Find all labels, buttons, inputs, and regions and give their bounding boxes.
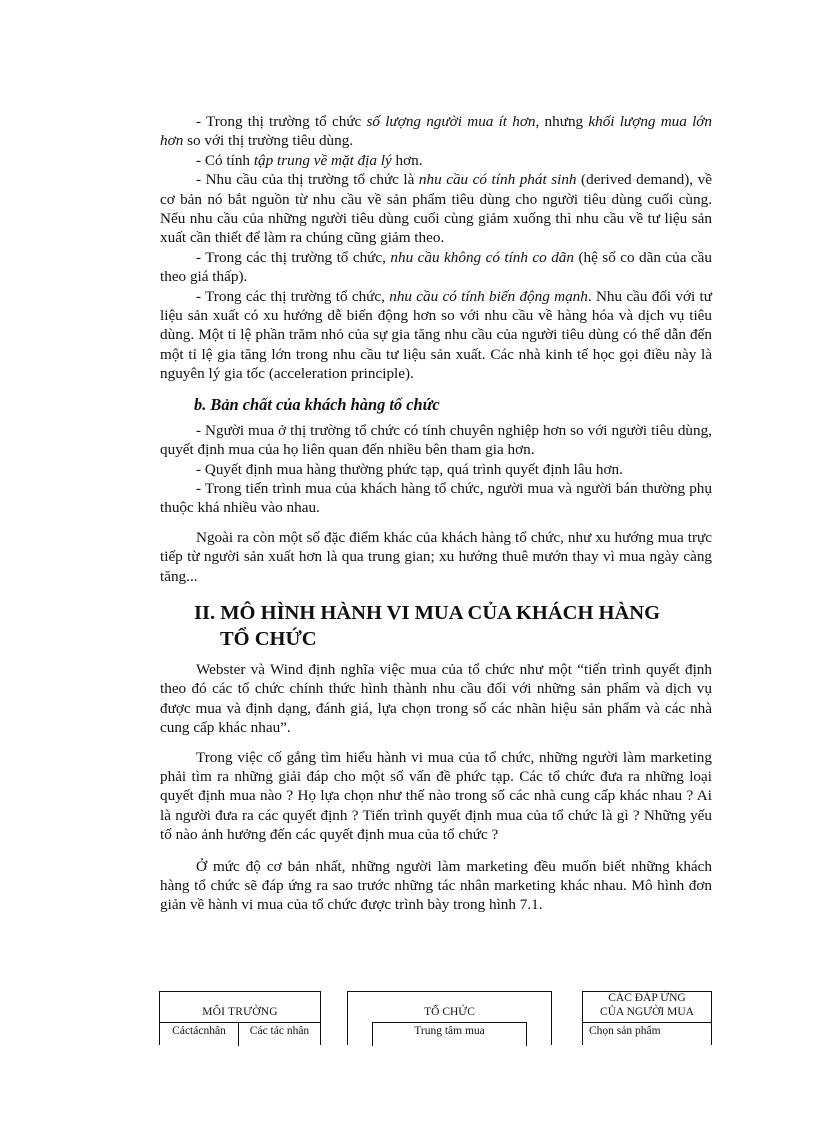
organization-box [347,991,552,1045]
responses-item: Chọn sản phẩm [589,1025,661,1037]
buying-center-label: Trung tâm mua [414,1025,485,1037]
paragraph-questions: Trong việc cố gắng tìm hiểu hành vi mua của tổ chức, những người làm marketing phải tìm ra những giải đáp cho một số vấn đề phức tạp. Các tổ chức đưa ra những loại quyết định mua nào ? Họ lựa chọn như thế nào trong số các nhà cung cấp khác nhau ? Ai là người đưa ra các quyết định ? Tiến trình quyết định mua của tổ chức là gì ? Những yếu tố nào ảnh hưởng đến các quyết định mua của tổ chức ? [160,748,712,844]
environment-box [159,991,321,1045]
paragraph-geography: - Có tính tập trung về mặt địa lý hơn. [196,151,423,169]
responses-row [583,1022,711,1037]
paragraph-definition: Webster và Wind định nghĩa việc mua của tổ chức như một “tiến trình quyết định theo đó các tổ chức chính thức hình thành nhu cầu đối với những sản phẩm và dịch vụ được mua và định dạng, đánh giá, lựa chọn trong số các nhãn hiệu sản phẩm và các nhà cung cấp khác nhau”. [160,660,712,737]
paragraph-interdependent: - Trong tiến trình mua của khách hàng tổ chức, người mua và người bán thường phụ thuộc khá nhiều vào nhau. [160,479,712,517]
buying-center-box [372,1022,527,1046]
paragraph-other-features: Ngoài ra còn một số đặc điểm khác của khách hàng tổ chức, như xu hướng mua trực tiếp từ người sản xuất hơn là qua trung gian; xu hướng thuê mướn thay vì mua ngày càng tăng... [160,528,712,585]
section-heading [194,600,712,652]
paragraph-buyers: - Trong thị trường tổ chức số lượng người mua ít hơn, nhưng khối lượng mua lớn hơn so với thị trường tiêu dùng. [160,113,713,150]
section-heading-line2: TỔ CHỨC [220,627,317,650]
paragraph-professional: - Người mua ở thị trường tổ chức có tính chuyên nghiệp hơn so với người tiêu dùng, quyết định mua của họ liên quan đến nhiều bên tham gia hơn. [160,421,712,459]
section-heading-line1: II. MÔ HÌNH HÀNH VI MUA CỦA KHÁCH HÀNG [194,601,661,624]
document-body [160,112,712,915]
responses-title-line1: CÁC ĐÁP ỨNG [608,992,686,1004]
environment-title: MÔI TRƯỜNG [202,1006,278,1018]
paragraph-inelastic: - Trong các thị trường tổ chức, nhu cầu không có tính co dãn (hệ số co dãn của cầu theo giá thấp). [160,248,712,286]
subsection-heading: b. Bản chất của khách hàng tổ chức [194,394,440,414]
environment-row [160,1022,320,1046]
paragraph-model-intro: Ở mức độ cơ bản nhất, những người làm marketing đều muốn biết những khách hàng tổ chức sẽ đáp ứng ra sao trước những tác nhân marketing khác nhau. Mô hình đơn giản về hành vi mua của tổ chức được trình bày trong hình 7.1. [160,857,712,914]
paragraph-fluctuating: - Trong các thị trường tổ chức, nhu cầu có tính biến động mạnh. Nhu cầu đối với tư liệu sản xuất có xu hướng dễ biến động hơn so với nhu cầu về hàng hóa và dịch vụ tiêu dùng. Một tỉ lệ phần trăm nhỏ của sự gia tăng nhu cầu của người tiêu dùng có thể dẫn đến một tỉ lệ gia tăng lớn trong nhu cầu tư liệu sản xuất. Các nhà kinh tế học gọi điều này là nguyên lý gia tốc (acceleration principle). [160,287,713,383]
buyer-responses-box [582,991,712,1045]
organization-title: TỔ CHỨC [424,1006,475,1018]
paragraph-complex: - Quyết định mua hàng thường phức tạp, quá trình quyết định lâu hơn. [196,460,623,478]
environment-col2: Các tác nhân [249,1025,310,1037]
paragraph-derived-demand: - Nhu cầu của thị trường tổ chức là nhu cầu có tính phát sinh (derived demand), về cơ bản nó bắt nguồn từ nhu cầu về sản phẩm tiêu dùng cho người tiêu dùng cuối cùng. Nếu nhu cầu của những người tiêu dùng cuối cùng giảm xuống thì nhu cầu về tư liệu sản xuất cần thiết để làm ra chúng cũng giảm theo. [160,171,712,247]
environment-col1: Cáctácnhân [172,1025,226,1037]
responses-title-line2: CỦA NGƯỜI MUA [600,1006,694,1018]
